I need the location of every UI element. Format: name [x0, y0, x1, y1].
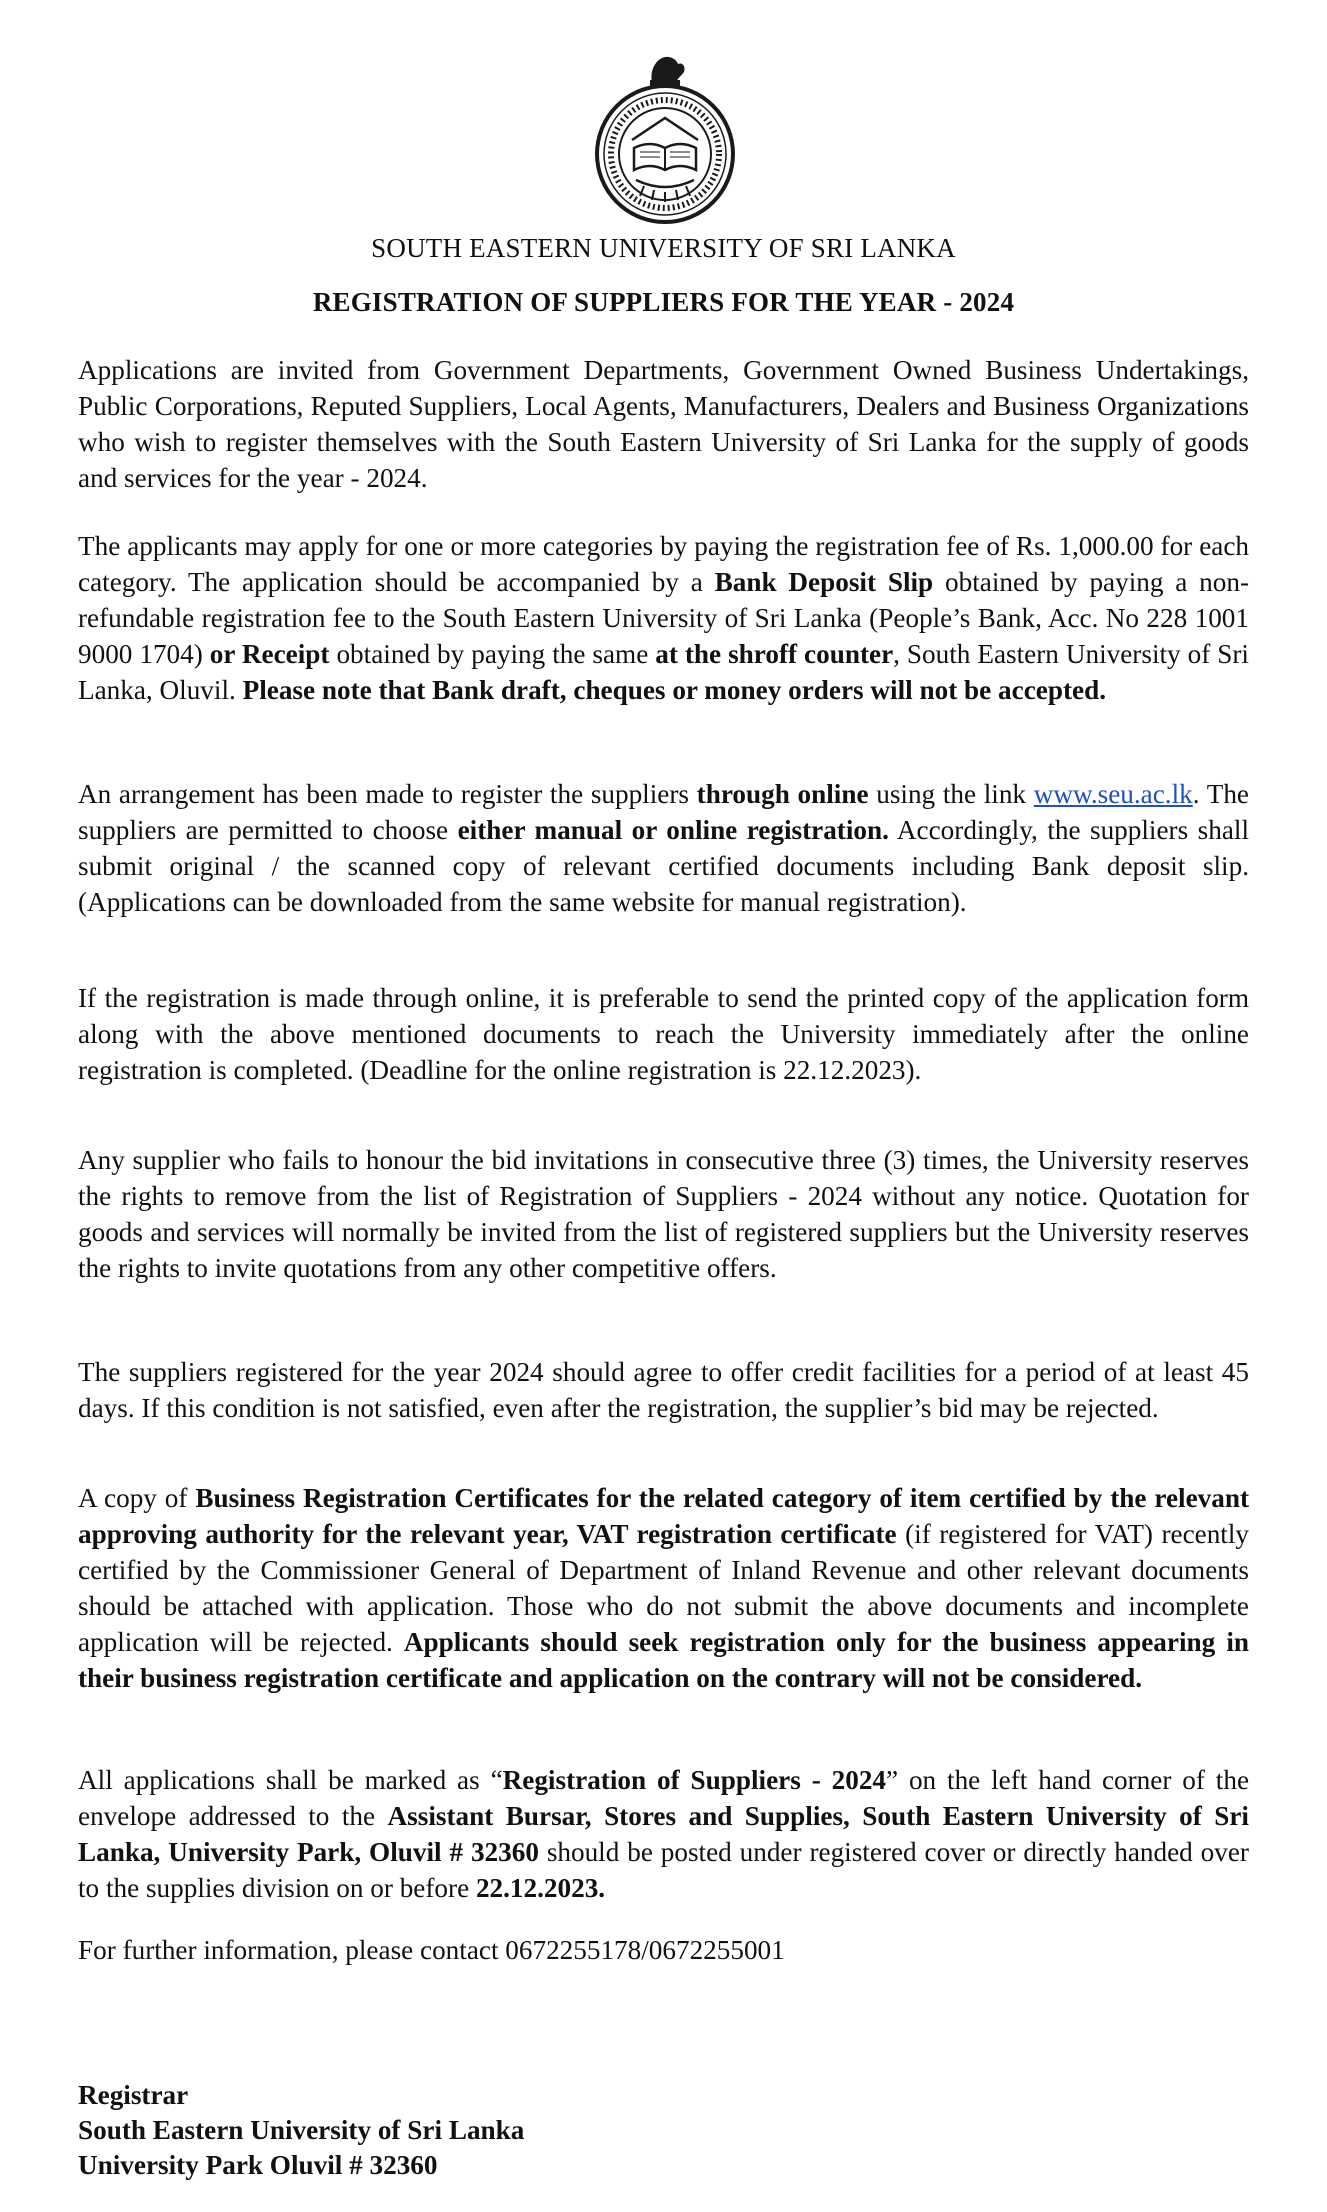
fees-bold-bank-deposit-slip: Bank Deposit Slip [714, 567, 934, 597]
submission-text-corner: ” on the left hand corner of the envelope addressed to the [78, 1765, 1250, 1831]
bid-invitations-text: Any supplier who fails to honour the bid invitations in consecutive three (3) times, the University reserves the rights to remove from the list of Registration of Suppliers - 2024 without any notice. Quotation for goods and services will normally be invited from the list of registered suppliers but the University reserves the rights to invite quotations from any other competitive offers. [78, 1145, 1249, 1283]
fees-text-bank-account: obtained by paying a non-refundable registration fee to the South Eastern University of Sri Lanka (People’s Bank, Acc. No 228 1001 9000 1704) [78, 567, 1250, 669]
signature-address: University Park Oluvil # 32360 [78, 2150, 438, 2180]
fees-text: The applicants may apply for one or more categories by paying the registration fee of Rs. 1,000.00 for each category. The application should be accompanied by a [78, 531, 1249, 597]
submission-text-posted: should be posted under registered cover or directly handed over to the supplies division on or before [78, 1837, 1249, 1903]
fees-text-oluvil: , South Eastern University of Sri Lanka, Oluvil. [78, 639, 1249, 705]
invitation-text: Applications are invited from Government Departments, Government Owned Business Undertakings, Public Corporations, Reputed Suppliers, Local Agents, Manufacturers, Dealers and Business Organizations who wish to register themselves with the South Eastern University of Sri Lanka for the supply of goods and services for the year - 2024. [78, 355, 1249, 493]
submission-bold-envelope-mark: Registration of Suppliers - 2024 [502, 1765, 887, 1795]
online-text: An arrangement has been made to register the suppliers [78, 779, 697, 809]
fees-bold-receipt: or Receipt [209, 639, 330, 669]
online-bold-through-online: through online [696, 779, 869, 809]
paragraph-submission [78, 1762, 1249, 1906]
contact-text: For further information, please contact 0672255178/0672255001 [78, 1935, 785, 1965]
online-text-choose: . The suppliers are permitted to choose [78, 779, 1250, 845]
paragraph-required-documents [78, 1480, 1249, 1696]
documents-bold-certificates: Business Registration Certificates for the related category of item certified by the relevant approving authority for the relevant year, VAT registration certificate [78, 1483, 1249, 1549]
signature-title: Registrar [78, 2080, 189, 2110]
paragraph-credit-facilities [78, 1354, 1249, 1426]
paragraph-bid-invitations [78, 1142, 1249, 1286]
online-text-documents: Accordingly, the suppliers shall submit original / the scanned copy of relevant certified documents including Bank deposit slip. (Applications can be downloaded from the same website for manual registration). [78, 815, 1250, 917]
documents-text: A copy of [78, 1483, 196, 1513]
signature-institution: South Eastern University of Sri Lanka [78, 2115, 525, 2145]
printed-copy-text: If the registration is made through online, it is preferable to send the printed copy of the application form along with the above mentioned documents to reach the University immediately after the online registration is completed. (Deadline for the online registration is 22.12.2023). [78, 983, 1249, 1085]
paragraph-printed-copy [78, 980, 1249, 1088]
signature-block [78, 2078, 524, 2183]
online-bold-manual-or-online: either manual or online registration. [457, 815, 889, 845]
university-crest-emblem [590, 44, 740, 229]
website-link[interactable]: www.seu.ac.lk [1033, 779, 1193, 809]
university-name-heading: SOUTH EASTERN UNIVERSITY OF SRI LANKA [371, 233, 956, 263]
paragraph-online-registration [78, 776, 1249, 920]
submission-bold-address: Assistant Bursar, Stores and Supplies, South Eastern University of Sri Lanka, University Park, Oluvil # 32360 [78, 1801, 1249, 1867]
paragraph-invitation [78, 352, 1249, 496]
documents-text-commissioner: (if registered for VAT) recently certified by the Commissioner General of Department of Inland Revenue and other relevant documents should be attached with application. Those who do not submit the above documents and incomplete application will be rejected. [78, 1519, 1250, 1657]
paragraph-fees [78, 528, 1249, 708]
document-title: REGISTRATION OF SUPPLIERS FOR THE YEAR - 2024 [312, 287, 1015, 317]
submission-bold-deadline: 22.12.2023. [475, 1873, 606, 1903]
submission-text: All applications shall be marked as “ [78, 1765, 503, 1795]
paragraph-contact [78, 1932, 1249, 1968]
online-text-link-intro: using the link [868, 779, 1034, 809]
fees-text-same: obtained by paying the same [329, 639, 656, 669]
fees-bold-not-accepted-note: Please note that Bank draft, cheques or money orders will not be accepted. [242, 675, 1106, 705]
documents-bold-applicants-note: Applicants should seek registration only for the business appearing in their business registration certificate and application on the contrary will not be considered. [78, 1627, 1249, 1693]
fees-bold-shroff-counter: at the shroff counter [655, 639, 894, 669]
credit-facilities-text: The suppliers registered for the year 2024 should agree to offer credit facilities for a period of at least 45 days. If this condition is not satisfied, even after the registration, the supplier’s bid may be rejected. [78, 1357, 1249, 1423]
